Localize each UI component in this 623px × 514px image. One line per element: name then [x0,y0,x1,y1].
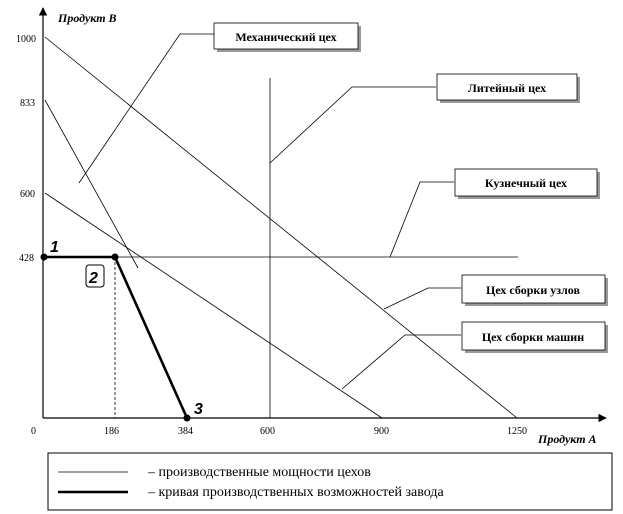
legend-frame [48,453,612,510]
capacity-line-mechanical [45,100,138,268]
leader-machines [342,335,461,389]
x-tick-0: 0 [31,426,36,437]
y-tick-428: 428 [19,253,34,264]
label-machines-text: Цех сборки машин [481,330,585,344]
x-tick-600: 600 [260,426,275,437]
x-tick-900: 900 [374,426,389,437]
legend-thick-text: – кривая производственных возможностей завода [148,485,444,500]
label-box-forge [455,169,600,199]
label-box-units [462,275,608,306]
ppf-point-2-marker [112,254,119,261]
label-box-machines [462,322,608,353]
label-foundry-text: Литейный цех [467,81,547,95]
label-forge-text: Кузнечный цех [484,176,568,190]
x-tick-186: 186 [104,426,119,437]
x-tick-384: 384 [178,426,193,437]
leader-foundry [270,87,436,163]
leader-mechanical [79,34,214,183]
legend-thin-text: – производственные мощности цехов [148,465,371,480]
ppf-curve [44,257,187,418]
label-box-mechanical [214,23,361,52]
label-mechanical-text: Механический цех [235,30,337,44]
ppf-point-3-marker [184,415,191,422]
ppf-point-1-marker [41,254,48,261]
leader-units [384,288,461,309]
label-box-foundry [437,74,580,103]
capacity-line-machines [45,193,382,418]
y-tick-1000: 1000 [16,34,36,45]
leader-forge [390,182,454,257]
ppf-point-2-label: 2 [89,270,98,287]
x-axis-title: Продукт А [538,432,597,446]
x-tick-1250: 1250 [507,426,527,437]
ppf-point-1-label: 1 [50,239,59,256]
y-tick-600: 600 [20,189,35,200]
ppf-point-3-label: 3 [194,401,203,418]
legend [48,453,612,510]
label-units-text: Цех сборки узлов [486,283,580,297]
y-tick-833: 833 [20,98,35,109]
y-axis-title: Продукт В [58,11,117,25]
